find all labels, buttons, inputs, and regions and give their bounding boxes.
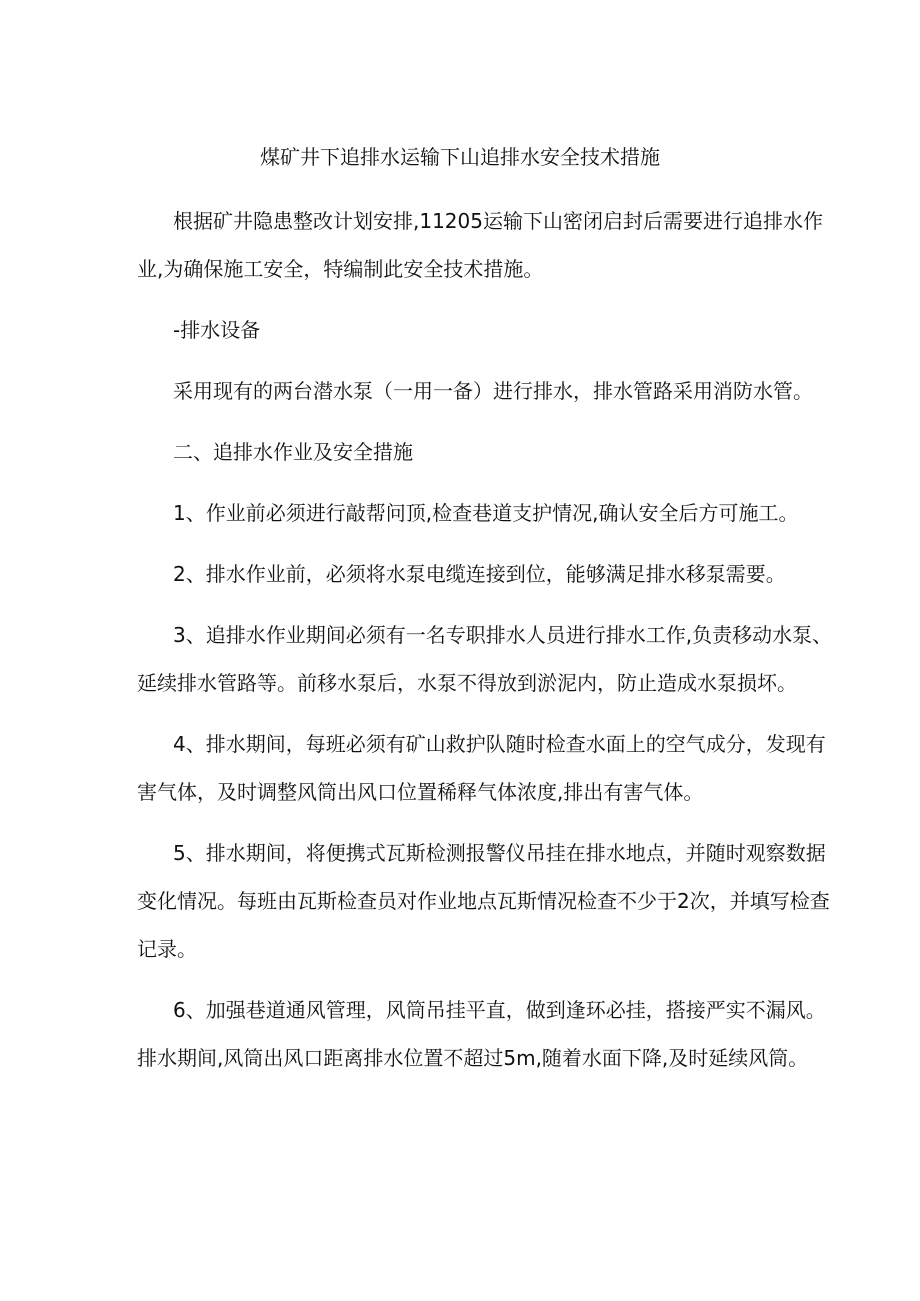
paragraph-line: 6、加强巷道通风管理，风筒吊挂平直，做到逢环必挂，搭接严实不漏风。 xyxy=(173,998,826,1022)
paragraph xyxy=(137,489,799,537)
paragraph-line: -排水设备 xyxy=(173,318,261,342)
paragraph-line: 根据矿井隐患整改计划安排,11205运输下山密闭启封后需要进行追排水作 xyxy=(173,209,823,233)
paragraph xyxy=(137,428,787,476)
paragraph xyxy=(137,197,823,293)
paragraph-line: 二、追排水作业及安全措施 xyxy=(173,440,413,464)
paragraph-line: 害气体，及时调整风筒出风口位置稀释气体浓度,排出有害气体。 xyxy=(137,780,704,804)
paragraph xyxy=(137,550,787,598)
document-title: 煤矿井下追排水运输下山追排水安全技术措施 xyxy=(260,145,660,169)
paragraph xyxy=(137,367,813,415)
paragraph-line: 业,为确保施工安全，特编制此安全技术措施。 xyxy=(137,257,544,281)
paragraph-line: 2、排水作业前，必须将水泵电缆连接到位，能够满足排水移泵需要。 xyxy=(173,562,786,586)
paragraph xyxy=(137,720,826,816)
paragraph-line: 变化情况。每班由瓦斯检查员对作业地点瓦斯情况检查不少于2次，并填写检查 xyxy=(137,889,830,913)
paragraph-line: 3、追排水作业期间必须有一名专职排水人员进行排水工作,负责移动水泵、 xyxy=(173,623,833,647)
paragraph xyxy=(137,306,787,354)
paragraph xyxy=(137,986,826,1082)
paragraph-line: 排水期间,风筒出风口距离排水位置不超过5m,随着水面下降,及时延续风筒。 xyxy=(137,1046,809,1070)
document-body xyxy=(137,197,833,1095)
paragraph-line: 采用现有的两台潜水泵（一用一备）进行排水，排水管路采用消防水管。 xyxy=(173,379,813,403)
paragraph xyxy=(137,611,833,707)
paragraph-line: 5、排水期间，将便携式瓦斯检测报警仪吊挂在排水地点，并随时观察数据 xyxy=(173,841,826,865)
paragraph-line: 延续排水管路等。前移水泵后，水泵不得放到淤泥内，防止造成水泵损坏。 xyxy=(137,671,797,695)
paragraph-line: 记录。 xyxy=(137,937,197,961)
paragraph xyxy=(137,829,830,973)
paragraph-line: 4、排水期间，每班必须有矿山救护队随时检查水面上的空气成分，发现有 xyxy=(173,732,826,756)
paragraph-line: 1、作业前必须进行敲帮问顶,检查巷道支护情况,确认安全后方可施工。 xyxy=(173,501,799,525)
